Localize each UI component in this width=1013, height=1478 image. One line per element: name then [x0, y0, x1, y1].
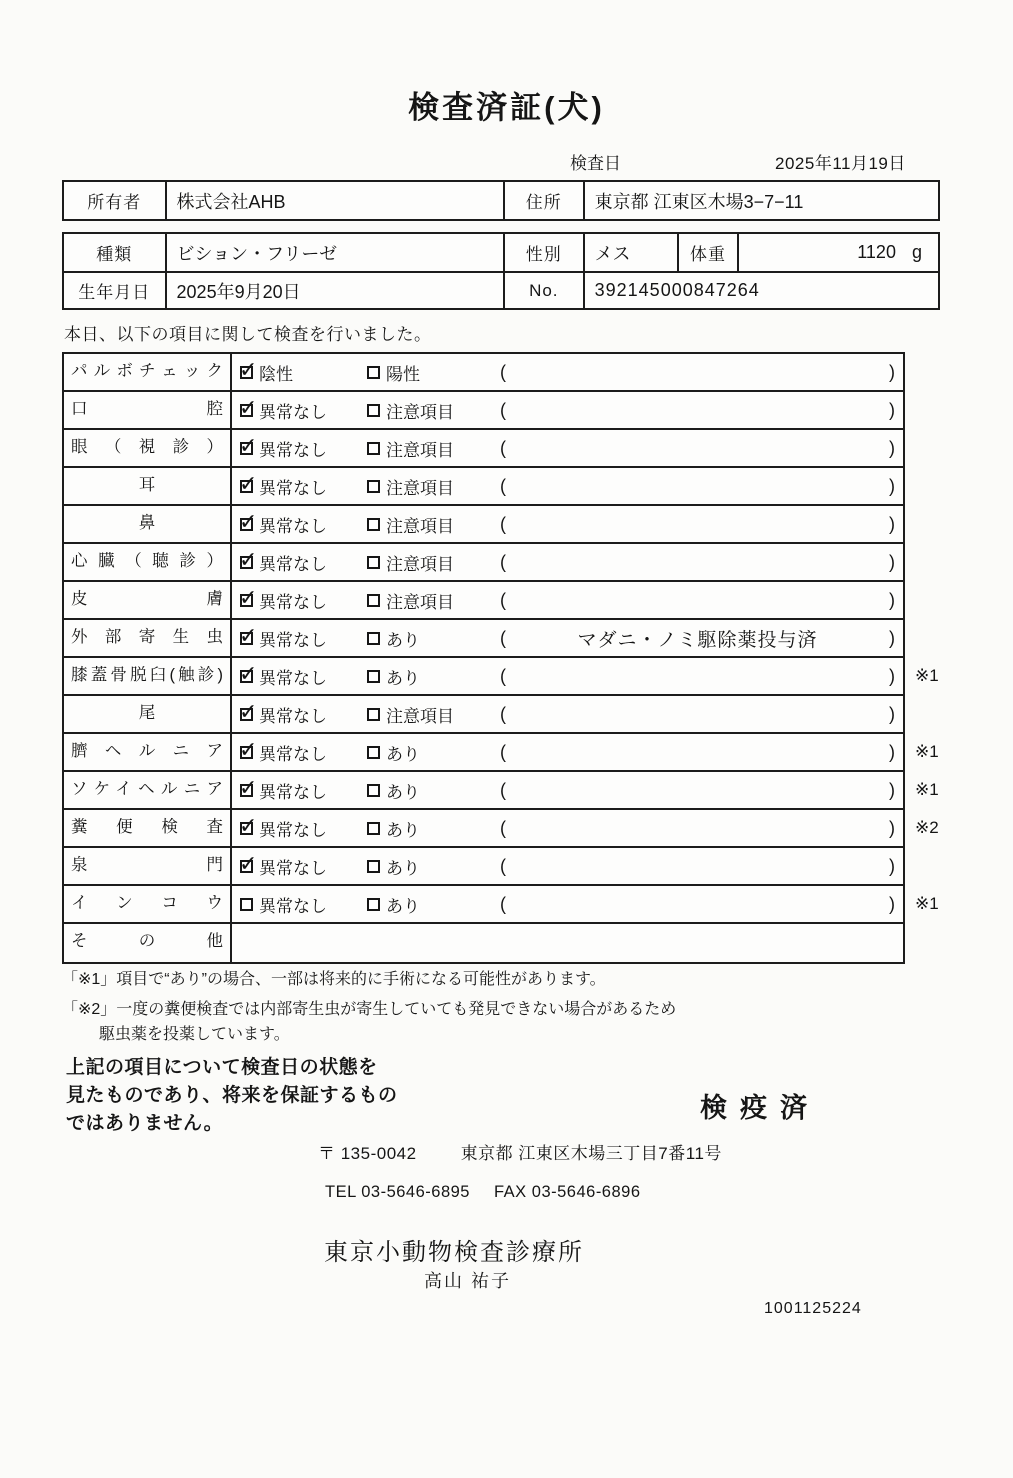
- item-label: 膝蓋骨脱臼(触診): [64, 658, 232, 694]
- checkbox-label: 異常なし: [259, 896, 327, 916]
- checkbox-option: [240, 474, 367, 499]
- item-options: [232, 734, 903, 770]
- certificate-no-label: No.: [505, 273, 585, 308]
- remarks-field: [500, 476, 903, 497]
- inspection-table: [62, 352, 939, 964]
- checkbox-label: 注意項目: [386, 402, 454, 422]
- checkbox-label: 異常なし: [259, 858, 327, 878]
- remarks-field: [500, 780, 903, 801]
- item-options: [232, 696, 903, 732]
- checkbox-option: [367, 816, 500, 841]
- checkbox-icon: [367, 518, 380, 531]
- checkbox-label: 注意項目: [386, 516, 454, 536]
- checkbox-label: 注意項目: [386, 554, 454, 574]
- remarks-field: [500, 362, 903, 383]
- close-paren: ): [889, 741, 895, 762]
- footnote-mark: ※1: [915, 666, 939, 685]
- footnote-mark: [915, 392, 961, 428]
- inspection-row: [64, 734, 939, 772]
- checkbox-option: [367, 892, 500, 917]
- checkbox-option: [367, 512, 500, 537]
- footnote-1: 「※1」項目で“あり”の場合、一部は将来的に手術になる可能性があります。: [62, 971, 606, 988]
- weight-value-cell: [739, 234, 938, 271]
- checkbox-option: [367, 398, 500, 423]
- checkbox-option: [367, 626, 500, 651]
- remarks-field: [500, 514, 903, 535]
- item-options: [232, 620, 903, 656]
- footnote-mark: [915, 696, 961, 732]
- owner-label: 所有者: [64, 182, 167, 219]
- close-paren: ): [889, 551, 895, 572]
- remarks-field: [500, 666, 903, 687]
- checkbox-icon: [240, 822, 253, 835]
- checkbox-option: [240, 854, 367, 879]
- checkbox-icon: [367, 632, 380, 645]
- item-options: [232, 658, 903, 694]
- close-paren: ): [889, 399, 895, 420]
- checkbox-option: [367, 474, 500, 499]
- remarks-field: [500, 552, 903, 573]
- close-paren: ): [889, 513, 895, 534]
- inspection-date-label: 検査日: [570, 154, 621, 173]
- remarks-field: [500, 856, 903, 877]
- birthdate-label: 生年月日: [64, 273, 167, 308]
- checkbox-option: [240, 702, 367, 727]
- open-paren: (: [500, 817, 506, 838]
- checkbox-icon: [240, 708, 253, 721]
- checkbox-label: 異常なし: [259, 782, 327, 802]
- footnote-mark: [915, 354, 961, 390]
- clinic-telfax: [325, 1183, 641, 1202]
- checkbox-icon: [240, 404, 253, 417]
- checkbox-option: [240, 626, 367, 651]
- inspection-row: [64, 772, 939, 810]
- checkbox-icon: [367, 784, 380, 797]
- document-title: 検査済証(犬): [408, 90, 605, 125]
- checkbox-icon: [240, 518, 253, 531]
- owner-value: 株式会社AHB: [167, 182, 505, 219]
- checkbox-label: 注意項目: [386, 706, 454, 726]
- checkbox-option: [367, 854, 500, 879]
- checkbox-label: あり: [386, 782, 420, 802]
- remarks-field: [500, 742, 903, 763]
- footnote-mark: ※2: [915, 818, 939, 837]
- checkbox-label: 異常なし: [259, 592, 327, 612]
- item-options: [232, 582, 903, 618]
- footnote-mark: [915, 582, 961, 618]
- checkbox-icon: [367, 480, 380, 493]
- close-paren: ): [889, 361, 895, 382]
- checkbox-icon: [240, 556, 253, 569]
- clinic-tel: TEL 03-5646-6895: [325, 1183, 470, 1201]
- postal-code: 〒 135-0042: [318, 1144, 417, 1163]
- item-label: 糞便検査: [64, 810, 232, 846]
- item-label: 皮膚: [64, 582, 232, 618]
- item-options: [232, 772, 903, 808]
- checkbox-option: [367, 550, 500, 575]
- owner-table: [62, 180, 940, 221]
- item-options: [232, 430, 903, 466]
- open-paren: (: [500, 513, 506, 534]
- checkbox-label: 注意項目: [386, 440, 454, 460]
- close-paren: ): [889, 665, 895, 686]
- clinic-address: 東京都 江東区木場三丁目7番11号: [460, 1144, 722, 1163]
- checkbox-label: 異常なし: [259, 630, 327, 650]
- close-paren: ): [889, 475, 895, 496]
- checkbox-option: [367, 664, 500, 689]
- inspection-row: [64, 354, 903, 392]
- open-paren: (: [500, 741, 506, 762]
- sex-value: メス: [585, 234, 680, 271]
- close-paren: ): [889, 437, 895, 458]
- inspection-row: [64, 620, 903, 658]
- footnote-mark: [915, 848, 961, 884]
- footnote-2-line1: 「※2」一度の糞便検査では内部寄生虫が寄生していても発見できない場合があるため: [62, 1001, 677, 1018]
- quarantine-stamp: 検疫済: [700, 1093, 820, 1123]
- disclaimer: [66, 1054, 398, 1138]
- veterinarian-name: 高山 祐子: [424, 1271, 512, 1291]
- checkbox-icon: [367, 366, 380, 379]
- weight-value: 1120: [857, 242, 896, 262]
- footnote-mark: ※1: [915, 780, 939, 799]
- clinic-name: 東京小動物検査診療所: [324, 1239, 584, 1266]
- owner-row: [64, 182, 938, 219]
- item-label: 耳: [64, 468, 232, 504]
- document-number: 1001125224: [764, 1300, 862, 1317]
- address-label: 住所: [505, 182, 585, 219]
- checkbox-icon: [240, 480, 253, 493]
- checkbox-icon: [240, 670, 253, 683]
- checkbox-icon: [367, 594, 380, 607]
- intro-text: 本日、以下の項目に関して検査を行いました。: [64, 325, 432, 344]
- item-label: 尾: [64, 696, 232, 732]
- item-options: [232, 392, 903, 428]
- inspection-date-value: 2025年11月19日: [775, 154, 906, 173]
- remarks-field: [500, 818, 903, 839]
- checkbox-label: 注意項目: [386, 592, 454, 612]
- remarks-field: [500, 590, 903, 611]
- footnote-2-line2: 駆虫薬を投薬しています。: [99, 1026, 290, 1043]
- footnote-mark: [915, 506, 961, 542]
- footnote-mark: [915, 620, 961, 656]
- checkbox-option: [367, 702, 500, 727]
- checkbox-option: [367, 360, 500, 385]
- item-options: [232, 924, 903, 962]
- checkbox-label: 異常なし: [259, 402, 327, 422]
- checkbox-label: 異常なし: [259, 478, 327, 498]
- close-paren: ): [889, 589, 895, 610]
- checkbox-option: [240, 398, 367, 423]
- breed-value: ビション・フリーゼ: [167, 234, 505, 271]
- checkbox-label: あり: [386, 820, 420, 840]
- checkbox-icon: [240, 898, 253, 911]
- close-paren: ): [889, 627, 895, 648]
- item-options: [232, 810, 903, 846]
- checkbox-label: 異常なし: [259, 744, 327, 764]
- open-paren: (: [500, 855, 506, 876]
- inspection-row: [64, 544, 903, 582]
- checkbox-icon: [367, 746, 380, 759]
- checkbox-option: [240, 550, 367, 575]
- checkbox-icon: [367, 442, 380, 455]
- footnote-mark: [915, 544, 961, 580]
- checkbox-label: 異常なし: [259, 516, 327, 536]
- open-paren: (: [500, 703, 506, 724]
- birthdate-value: 2025年9月20日: [167, 273, 505, 308]
- close-paren: ): [889, 703, 895, 724]
- item-label: 臍ヘルニア: [64, 734, 232, 770]
- certificate-no-value: 392145000847264: [594, 280, 760, 300]
- checkbox-icon: [240, 860, 253, 873]
- item-label: 口腔: [64, 392, 232, 428]
- checkbox-label: あり: [386, 744, 420, 764]
- disclaimer-line: 上記の項目について検査日の状態を: [66, 1057, 378, 1078]
- open-paren: (: [500, 551, 506, 572]
- checkbox-icon: [367, 822, 380, 835]
- item-label: 鼻: [64, 506, 232, 542]
- item-options: [232, 506, 903, 542]
- footnote-mark: ※1: [915, 742, 939, 761]
- breed-label: 種類: [64, 234, 167, 271]
- pet-table: [62, 232, 940, 310]
- item-label: 泉門: [64, 848, 232, 884]
- checkbox-label: あり: [386, 630, 420, 650]
- item-label: インコウ: [64, 886, 232, 922]
- checkbox-icon: [240, 632, 253, 645]
- inspection-row: [64, 468, 903, 506]
- close-paren: ): [889, 779, 895, 800]
- clinic-postal-address: [318, 1139, 722, 1164]
- remarks-field: [500, 400, 903, 421]
- open-paren: (: [500, 779, 506, 800]
- disclaimer-line: 見たものであり、将来を保証するもの: [66, 1085, 398, 1106]
- open-paren: (: [500, 665, 506, 686]
- checkbox-label: 陰性: [259, 364, 293, 384]
- checkbox-icon: [367, 404, 380, 417]
- checkbox-option: [367, 588, 500, 613]
- checkbox-label: 異常なし: [259, 440, 327, 460]
- remarks-field: [500, 894, 903, 915]
- open-paren: (: [500, 361, 506, 382]
- footnote-mark: [915, 924, 961, 962]
- checkbox-icon: [367, 860, 380, 873]
- checkbox-label: 陽性: [386, 364, 420, 384]
- inspection-row: [64, 430, 903, 468]
- checkbox-icon: [367, 670, 380, 683]
- inspection-row: [64, 810, 939, 848]
- checkbox-option: [240, 816, 367, 841]
- item-label: 眼（視診）: [64, 430, 232, 466]
- checkbox-option: [367, 436, 500, 461]
- item-options: [232, 544, 903, 580]
- checkbox-label: 異常なし: [259, 820, 327, 840]
- checkbox-option: [240, 664, 367, 689]
- checkbox-option: [240, 740, 367, 765]
- checkbox-option: [367, 740, 500, 765]
- inspection-row: [64, 506, 903, 544]
- remarks-field: [500, 438, 903, 459]
- remarks-field: [500, 704, 903, 725]
- footnote-mark: [915, 430, 961, 466]
- item-options: [232, 848, 903, 884]
- inspection-row: [64, 886, 939, 924]
- checkbox-label: あり: [386, 858, 420, 878]
- checkbox-option: [367, 778, 500, 803]
- footnote-mark: ※1: [915, 894, 939, 913]
- inspection-row: [64, 658, 939, 696]
- inspection-row: [64, 696, 903, 734]
- item-label: 外部寄生虫: [64, 620, 232, 656]
- weight-unit: g: [911, 242, 922, 262]
- checkbox-option: [240, 436, 367, 461]
- inspection-row: [64, 582, 903, 620]
- open-paren: (: [500, 589, 506, 610]
- weight-label: 体重: [679, 234, 739, 271]
- checkbox-label: 異常なし: [259, 554, 327, 574]
- item-label: ソケイヘルニア: [64, 772, 232, 808]
- checkbox-label: 異常なし: [259, 706, 327, 726]
- checkbox-label: あり: [386, 896, 420, 916]
- open-paren: (: [500, 627, 506, 648]
- footnote-mark: [915, 468, 961, 504]
- item-label: パルボチェック: [64, 354, 232, 390]
- disclaimer-line: ではありません。: [66, 1113, 224, 1134]
- close-paren: ): [889, 817, 895, 838]
- birth-row: [64, 271, 938, 308]
- checkbox-icon: [240, 594, 253, 607]
- checkbox-option: [240, 778, 367, 803]
- checkbox-option: [240, 360, 367, 385]
- item-options: [232, 468, 903, 504]
- open-paren: (: [500, 893, 506, 914]
- checkbox-option: [240, 588, 367, 613]
- checkbox-icon: [367, 708, 380, 721]
- remarks-text: マダニ・ノミ駆除薬投与済: [577, 629, 818, 651]
- item-label: その他: [64, 924, 232, 962]
- close-paren: ): [889, 893, 895, 914]
- checkbox-icon: [240, 366, 253, 379]
- checkbox-label: 異常なし: [259, 668, 327, 688]
- clinic-fax: FAX 03-5646-6896: [494, 1183, 641, 1201]
- checkbox-icon: [367, 556, 380, 569]
- checkbox-option: [240, 512, 367, 537]
- open-paren: (: [500, 475, 506, 496]
- inspection-row: [64, 848, 903, 886]
- inspection-row: [64, 924, 903, 962]
- checkbox-label: 注意項目: [386, 478, 454, 498]
- sex-label: 性別: [505, 234, 585, 271]
- address-value: 東京都 江東区木場3−7−11: [594, 191, 804, 212]
- checkbox-icon: [240, 784, 253, 797]
- checkbox-label: あり: [386, 668, 420, 688]
- item-options: [232, 354, 903, 390]
- item-label: 心臓（聴診）: [64, 544, 232, 580]
- checkbox-option: [240, 892, 367, 917]
- item-options: [232, 886, 903, 922]
- checkbox-icon: [240, 442, 253, 455]
- open-paren: (: [500, 437, 506, 458]
- checkbox-icon: [367, 898, 380, 911]
- open-paren: (: [500, 399, 506, 420]
- checkbox-icon: [240, 746, 253, 759]
- inspection-row: [64, 392, 903, 430]
- breed-row: [64, 234, 938, 271]
- close-paren: ): [889, 855, 895, 876]
- remarks-field: [500, 625, 903, 652]
